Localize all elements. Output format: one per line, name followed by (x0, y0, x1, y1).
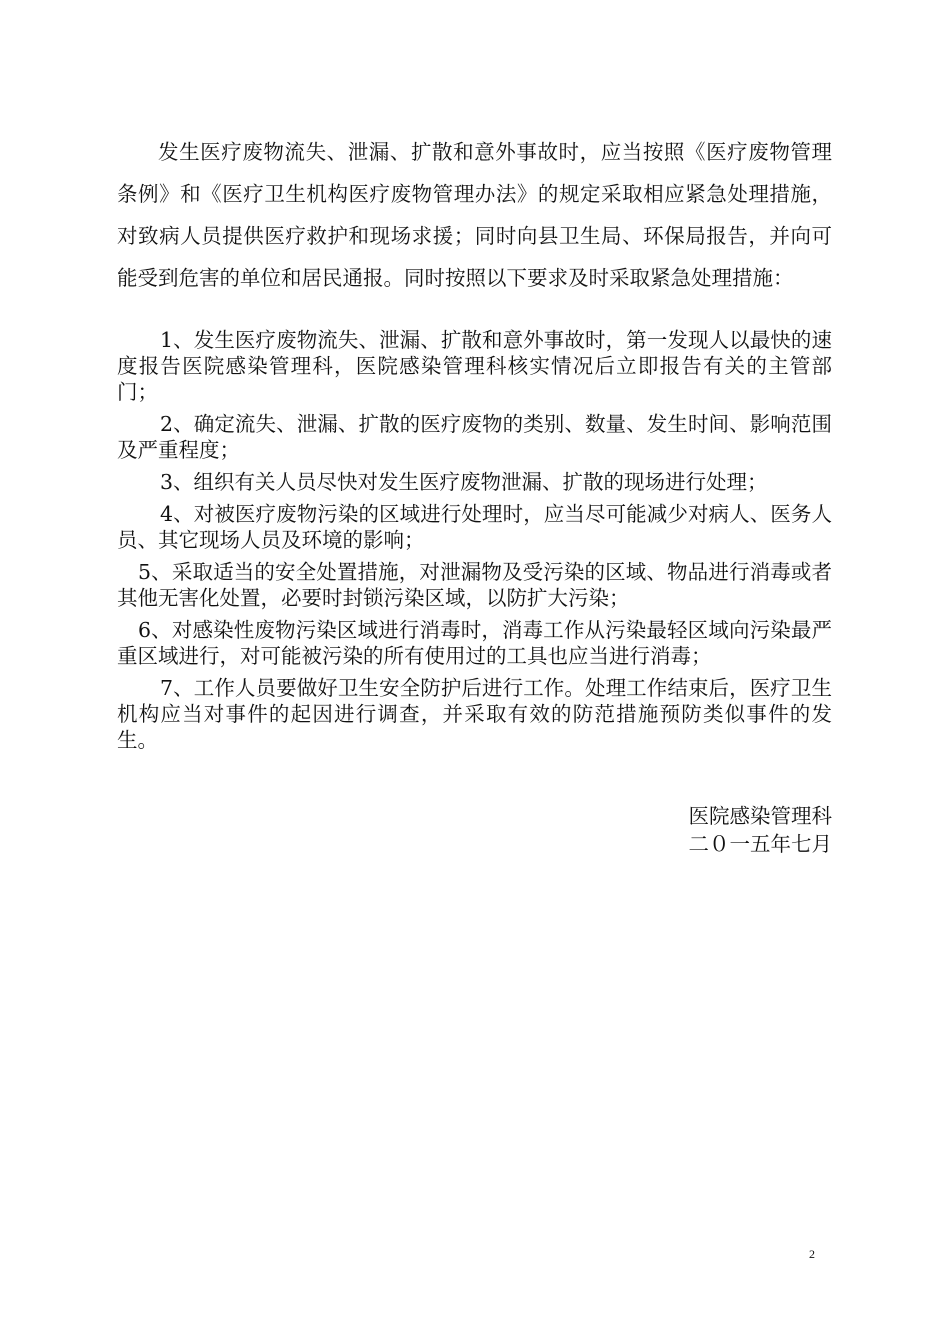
list-item: 3、组织有关人员尽快对发生医疗废物泄漏、扩散的现场进行处理； (160, 470, 768, 494)
signature-date: 二０一五年七月 (688, 832, 832, 856)
list-item: 6、对感染性废物污染区域进行消毒时，消毒工作从污染最轻区域向污染最严重区域进行，对可能被污染的所有使用过的工具也应当进行消毒； (117, 618, 832, 668)
list-item: 2、确定流失、泄漏、扩散的医疗废物的类别、数量、发生时间、影响范围及严重程度； (117, 412, 832, 462)
list-item: 1、发生医疗废物流失、泄漏、扩散和意外事故时，第一发现人以最快的速度报告医院感染管理科，医院感染管理科核实情况后立即报告有关的主管部门； (117, 328, 832, 404)
measures-list (117, 327, 832, 759)
page-number: 2 (809, 1247, 815, 1261)
signature-block (689, 802, 833, 858)
list-item: 5、采取适当的安全处置措施，对泄漏物及受污染的区域、物品进行消毒或者其他无害化处置，必要时封锁污染区域，以防扩大污染； (117, 560, 832, 610)
list-item: 4、对被医疗废物污染的区域进行处理时，应当尽可能减少对病人、医务人员、其它现场人员及环境的影响； (117, 502, 832, 552)
signature-department: 医院感染管理科 (688, 804, 832, 828)
list-item: 7、工作人员要做好卫生安全防护后进行工作。处理工作结束后，医疗卫生机构应当对事件的起因进行调查，并采取有效的防范措施预防类似事件的发生。 (117, 676, 832, 752)
intro-paragraph: 发生医疗废物流失、泄漏、扩散和意外事故时，应当按照《医疗废物管理条例》和《医疗卫生机构医疗废物管理办法》的规定采取相应紧急处理措施，对致病人员提供医疗救护和现场求援；同时向县卫生局、环保局报告，并向可能受到危害的单位和居民通报。同时按照以下要求及时采取紧急处理措施： (117, 140, 832, 290)
